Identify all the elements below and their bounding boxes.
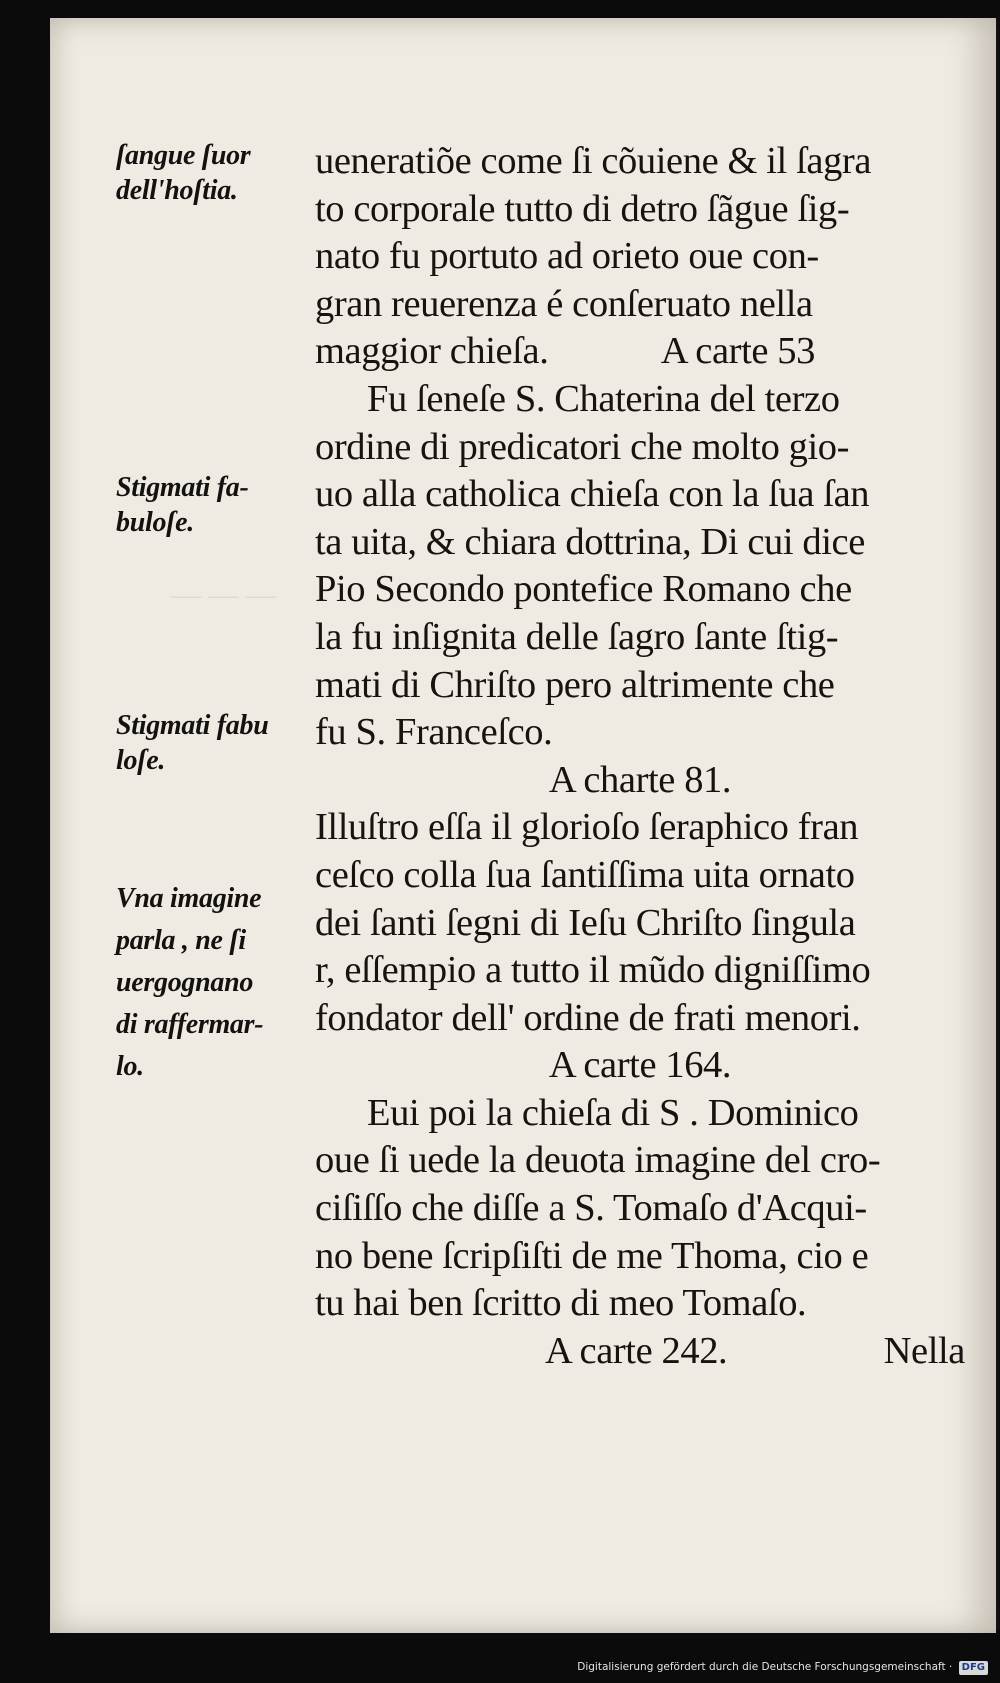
text-line: Fu ſeneſe S. Chaterina del terzo <box>367 377 840 420</box>
margin-note-stigmati-1 <box>116 470 311 540</box>
text-line: tu hai ben ſcritto di meo Tomaſo. <box>315 1282 807 1325</box>
margin-note-line: Stigmati fabu <box>116 710 269 741</box>
text-line: to corporale tutto di detro ſãgue ſig- <box>315 187 850 230</box>
margin-note-line: Stigmati fa- <box>116 472 249 503</box>
text-line: maggior chieſa. <box>315 330 549 373</box>
text-line: Pio Secondo pontefice Romano che <box>315 568 852 611</box>
page-reference: A carte 53 <box>660 330 815 373</box>
text-line: ciſiſſo che diſſe a S. Tomaſo d'Acqui- <box>315 1187 867 1230</box>
page-reference: A carte 242. <box>545 1329 728 1372</box>
margin-note-line: ſangue ſuor <box>116 140 251 171</box>
catchword: Nella <box>883 1329 965 1372</box>
text-line: dei ſanti ſegni di Ieſu Chriſto ſingula <box>315 901 856 944</box>
credit-text: Digitalisierung gefördert durch die Deutsche Forschungsgemeinschaft <box>577 1661 946 1673</box>
text-line: oue ſi uede la deuota imagine del cro- <box>315 1139 881 1182</box>
text-line-with-reference <box>315 1328 965 1376</box>
margin-note-stigmati-2 <box>116 708 311 778</box>
margin-note-line: lo. <box>116 1051 144 1082</box>
margin-note-line: uergognano <box>116 967 254 998</box>
margin-note-imagine <box>116 878 311 1088</box>
text-line: Illuſtro eſſa il glorioſo ſeraphico fran <box>315 806 859 849</box>
text-line: mati di Chriſto pero altrimente che <box>315 663 835 706</box>
text-line: no bene ſcripſiſti de me Thoma, cio e <box>315 1234 869 1277</box>
text-line: gran reuerenza é conſeruato nella <box>315 282 813 325</box>
show-through-text: — — — <box>171 578 276 611</box>
margin-note-line: Vna imagine <box>116 883 262 914</box>
margin-note-line: di raffermar- <box>116 1009 264 1040</box>
text-line: uo alla catholica chieſa con la ſua ſan <box>315 473 870 516</box>
margin-note-line: loſe. <box>116 745 166 776</box>
page-reference: A carte 164. <box>548 1044 732 1087</box>
text-line: fu S. Franceſco. <box>315 711 553 754</box>
text-line: fondator dell' ordine de frati menori. <box>315 996 861 1039</box>
text-line: ceſco colla ſua ſantiſſima uita ornato <box>315 853 855 896</box>
margin-note-sangue <box>116 138 311 208</box>
digitization-credit: Digitalisierung gefördert durch die Deutsche Forschungsgemeinschaft · DFG <box>577 1660 988 1675</box>
text-line-with-reference <box>315 328 965 376</box>
body-text <box>315 138 965 1375</box>
text-line: Eui poi la chieſa di S . Dominico <box>367 1091 859 1134</box>
dfg-logo: DFG <box>959 1661 988 1675</box>
text-line: r, eſſempio a tutto il mũdo digniſſimo <box>315 949 871 992</box>
text-line: ueneratiõe come ſi cõuiene & il ſagra <box>315 140 872 182</box>
text-line: nato fu portuto ad orieto oue con- <box>315 235 819 278</box>
margin-note-line: buloſe. <box>116 507 195 538</box>
page-reference: A charte 81. <box>548 758 732 801</box>
margin-note-line: dell'hoſtia. <box>116 175 238 206</box>
margin-note-line: parla , ne ſi <box>116 925 246 956</box>
text-line: la fu inſignita delle ſagro ſante ſtig- <box>315 615 839 658</box>
text-line: ordine di predicatori che molto gio- <box>315 425 850 468</box>
text-line: ta uita, & chiara dottrina, Di cui dice <box>315 520 865 563</box>
